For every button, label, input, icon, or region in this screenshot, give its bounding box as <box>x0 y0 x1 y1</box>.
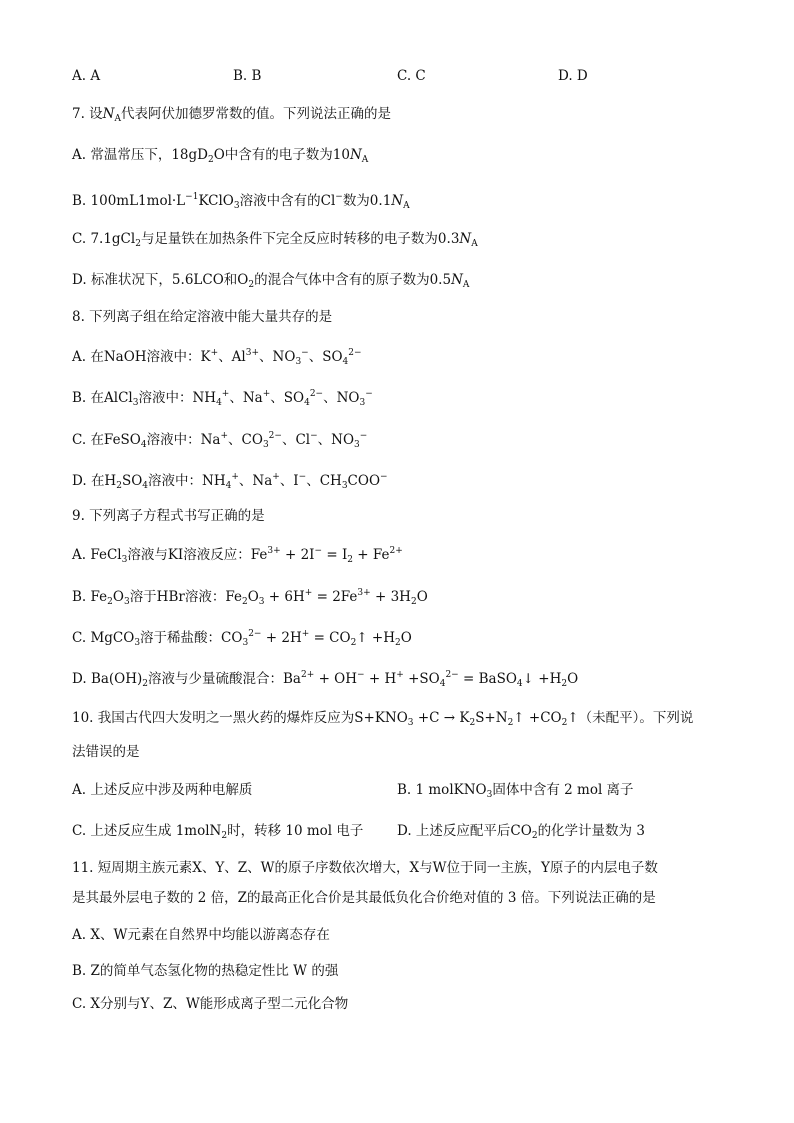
q8-stem: 8. 下列离子组在给定溶液中能大量共存的是 <box>72 309 333 325</box>
q10-stem-line1: 10. 我国古代四大发明之一黑火药的爆炸反应为$S+KNO_3 +C$ → $K_2S+N_2↑$ $+CO_2↑$（未配平）。下列说 <box>72 710 694 728</box>
q10-option-d: D. 上述反应配平后$CO_2$的化学计量数为 3 <box>397 823 645 841</box>
q7-stem: 7. 设$N_A$代表阿伏加德罗常数的值。下列说法正确的是 <box>72 106 391 124</box>
q6-option-c: C. C <box>397 68 426 84</box>
q9-stem: 9. 下列离子方程式书写正确的是 <box>72 508 265 524</box>
q9-option-c: C. MgCO$_3$溶于稀盐酸：$CO_3^{2-} + 2H^+$ = $CO_2↑ +H_2O$ <box>72 629 412 648</box>
q7-option-a: A. 常温常压下，$18gD_2O$中含有的电子数为$10N_A$ <box>72 147 369 165</box>
q7-option-c: C. 7.1gCl$_2$与足量铁在加热条件下完全反应时转移的电子数为$0.3N_A$ <box>72 231 478 249</box>
q11-option-a: A. X、W元素在自然界中均能以游离态存在 <box>72 927 330 943</box>
q11-option-b: B. Z的简单气态氢化物的热稳定性比 W 的强 <box>72 963 339 979</box>
q11-option-c: C. X分别与Y、Z、W能形成离子型二元化合物 <box>72 996 349 1012</box>
q9-option-a: A. FeCl$_3$溶液与KI溶液反应：$Fe^{3+} + 2I^- = I_2 + Fe^{2+}$ <box>72 546 403 565</box>
q10-option-c: C. 上述反应生成 1molN$_2$时，转移 10 mol 电子 <box>72 823 364 841</box>
q10-option-b: B. 1 molKNO$_3$固体中含有 2 mol 离子 <box>397 782 634 800</box>
q10-option-a: A. 上述反应中涉及两种电解质 <box>72 782 253 798</box>
q11-stem-line2: 是其最外层电子数的 2 倍，Z的最高正化合价是其最低负化合价绝对值的 3 倍。下列说法正确的是 <box>72 890 656 906</box>
q7-option-b: B. $100mL1mol\cdot L^{-1}KClO_3$溶液中含有的Cl−数为$0.1N_A$ <box>72 192 410 211</box>
q7-option-d: D. 标准状况下，5.6LCO和$O_2$的混合气体中含有的原子数为$0.5N_A$ <box>72 272 470 290</box>
q8-option-b: B. 在AlCl$_3$溶液中：$NH_4^+$、Na+、$SO_4^{2-}$、$NO_3^-$ <box>72 389 373 408</box>
q8-option-c: C. 在FeSO$_4$溶液中：Na+、$CO_3^{2-}$、Cl−、$NO_3^-$ <box>72 431 368 450</box>
q9-option-b: B. $Fe_2O_3$溶于HBr溶液：$Fe_2O_3 + 6H^+ = 2Fe^{3+} + 3H_2O$ <box>72 588 428 607</box>
q6-option-a: A. A <box>72 68 101 84</box>
q6-option-b: B. B <box>233 68 262 84</box>
q10-stem-line2: 法错误的是 <box>72 744 140 760</box>
q11-stem-line1: 11. 短周期主族元素X、Y、Z、W的原子序数依次增大，X与W位于同一主族，Y原子的内层电子数 <box>72 860 658 876</box>
q9-option-d: D. $Ba(OH)_2$溶液与少量硫酸混合：$Ba^{2+} + OH^- + H^+ +SO_4^{2-}$ = BaSO$_4$↓ $+H_2O$ <box>72 670 579 689</box>
q6-option-d: D. D <box>558 68 588 84</box>
q8-option-a: A. 在NaOH溶液中：K+、$Al^{3+}$、$NO_3^-$、$SO_4^{2-}$ <box>72 348 362 367</box>
q8-option-d: D. 在$H_2SO_4$溶液中：$NH_4^+$、Na+、I−、$CH_3COO^-$ <box>72 472 388 491</box>
